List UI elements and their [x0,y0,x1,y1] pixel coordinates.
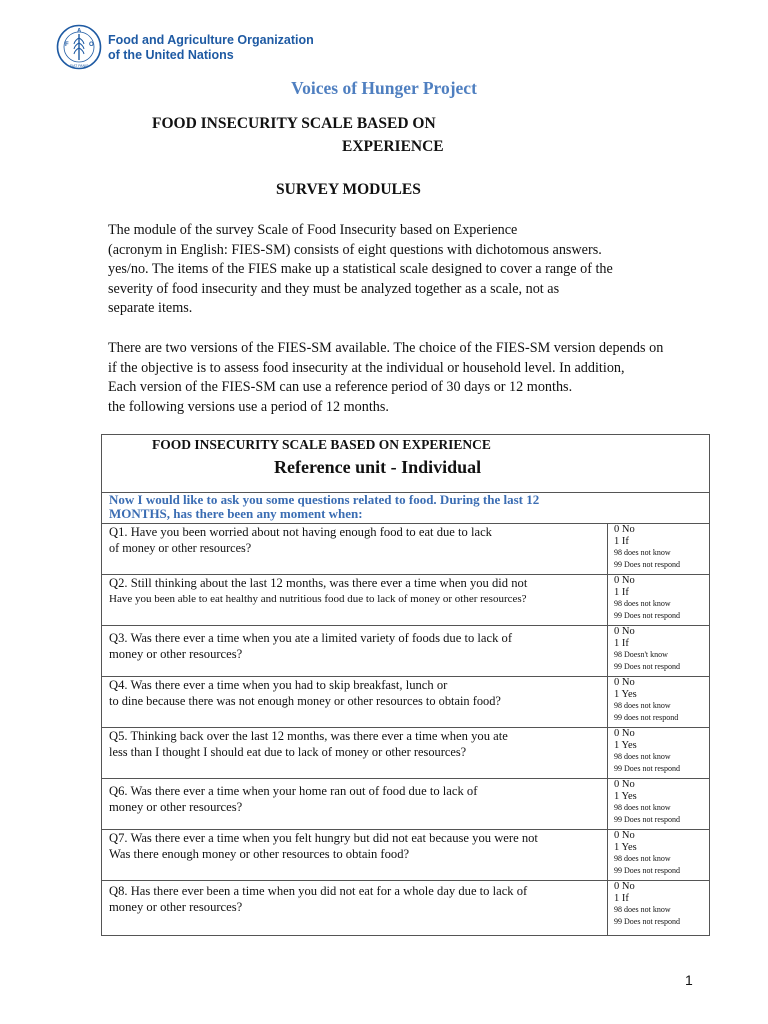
answer-option[interactable]: 99 Does not respond [614,815,680,824]
intro-line: MONTHS, has there been any moment when: [109,506,363,521]
question-text-continued: of money or other resources? [109,541,252,555]
question-text: Q2. Still thinking about the last 12 months, was there ever a time when you did not [109,576,528,590]
answer-option[interactable]: 98 Doesn't know [614,650,668,659]
question-text: Q7. Was there ever a time when you felt hungry but did not eat because you were not [109,831,538,845]
document-title-line2: EXPERIENCE [342,138,444,155]
svg-text:O: O [89,42,94,48]
question-text: Q6. Was there ever a time when your home ran out of food due to lack of [109,784,478,798]
question-cell [102,677,608,728]
answer-option[interactable]: 0 No [614,728,635,739]
question-text: Q3. Was there ever a time when you ate a limited variety of foods due to lack of [109,631,513,645]
paragraph-versions [108,339,663,417]
question-text-continued: to dine because there was not enough money or other resources to obtain food? [109,694,501,708]
answer-option[interactable]: 0 No [614,677,635,688]
question-cell [102,830,608,881]
answer-options [608,626,710,677]
document-title-line1: FOOD INSECURITY SCALE BASED ON [152,115,436,132]
answer-option[interactable]: 1 Yes [614,739,637,751]
question-row-q3 [102,626,710,677]
answer-option[interactable]: 0 No [614,779,635,790]
question-row-q7 [102,830,710,881]
answer-option[interactable]: 98 does not know [614,548,671,557]
answer-options [608,881,710,936]
organization-name [108,33,314,63]
question-cell [102,881,608,936]
answer-option[interactable]: 99 Does not respond [614,662,680,671]
answer-option[interactable]: 0 No [614,626,635,637]
question-row-q2 [102,575,710,626]
answer-option[interactable]: 99 Does not respond [614,866,680,875]
svg-text:A: A [77,28,82,35]
question-text: Q5. Thinking back over the last 12 months, was there ever a time when you ate [109,729,508,743]
question-row-q4 [102,677,710,728]
answer-option[interactable]: 98 does not know [614,701,671,710]
answer-option[interactable]: 98 does not know [614,905,671,914]
project-title: Voices of Hunger Project [291,78,477,98]
answer-option[interactable]: 0 No [614,830,635,841]
answer-option[interactable]: 99 Does not respond [614,764,680,773]
logo-letter: F [65,42,69,48]
answer-option[interactable]: 99 Does not respond [614,560,680,569]
question-cell [102,575,608,626]
answer-option[interactable]: 99 Does not respond [614,917,680,926]
answer-option[interactable]: 1 If [614,637,629,649]
paragraph-line: (acronym in English: FIES-SM) consists of eight questions with dichotomous answers. [108,241,602,258]
answer-option[interactable]: 1 Yes [614,688,637,700]
answer-options [608,575,710,626]
question-cell [102,728,608,779]
answer-option[interactable]: 1 If [614,892,629,904]
answer-options [608,677,710,728]
paragraph-line: separate items. [108,300,193,316]
table-title: FOOD INSECURITY SCALE BASED ON EXPERIENCE [152,437,491,452]
page-number: 1 [685,972,693,988]
paragraph-intro [108,221,613,319]
question-text-continued: money or other resources? [109,647,243,661]
question-cell [102,779,608,830]
question-text-continued: Have you been able to eat healthy and nutritious food due to lack of money or other resources? [109,593,527,605]
answer-option[interactable]: 0 No [614,575,635,586]
intro-line: Now I would like to ask you some questions related to food. During the last 12 [109,492,540,507]
paragraph-line: Each version of the FIES-SM can use a reference period of 30 days or 12 months. [108,379,573,395]
question-text-continued: less than I thought I should eat due to lack of money or other resources? [109,745,467,759]
question-row-q1 [102,524,710,575]
answer-option[interactable]: 0 No [614,524,635,535]
org-line2: of the United Nations [108,48,234,62]
question-row-q6 [102,779,710,830]
question-row-q8 [102,881,710,936]
question-row-q5 [102,728,710,779]
svg-text:FIAT PANIS: FIAT PANIS [70,64,89,68]
answer-option[interactable]: 99 does not respond [614,713,679,722]
question-cell [102,626,608,677]
paragraph-line: The module of the survey Scale of Food Insecurity based on Experience [108,222,518,238]
org-line1: Food and Agriculture Organization [108,33,314,47]
answer-options [608,524,710,575]
answer-option[interactable]: 98 does not know [614,599,671,608]
answer-option[interactable]: 1 Yes [614,841,637,853]
survey-table [101,434,710,936]
reference-unit-title: Reference unit - Individual [274,457,482,477]
answer-option[interactable]: 1 If [614,586,629,598]
answer-options [608,728,710,779]
question-text-continued: money or other resources? [109,900,243,914]
question-text: Q4. Was there ever a time when you had to skip breakfast, lunch or [109,678,448,692]
table-header-cell [102,435,710,493]
question-cell [102,524,608,575]
answer-option[interactable]: 98 does not know [614,854,671,863]
table-intro-row [102,493,710,524]
paragraph-line: severity of food insecurity and they must be analyzed together as a scale, not as [108,280,560,297]
question-text-continued: Was there enough money or other resources to obtain food? [109,847,410,861]
paragraph-line: yes/no. The items of the FIES make up a statistical scale designed to cover a range of the [108,261,613,277]
answer-option[interactable]: 0 No [614,881,635,892]
paragraph-line: if the objective is to assess food insecurity at the individual or household level. In addition, [108,359,625,376]
table-header-row [102,435,710,493]
question-text-continued: money or other resources? [109,800,243,814]
question-text: Q8. Has there ever been a time when you did not eat for a whole day due to lack of [109,884,528,898]
answer-option[interactable]: 99 Does not respond [614,611,680,620]
section-title: SURVEY MODULES [276,181,421,198]
answer-option[interactable]: 98 does not know [614,752,671,761]
answer-options [608,830,710,881]
paragraph-line: the following versions use a period of 12 months. [108,398,389,415]
fao-logo [56,24,102,70]
answer-option[interactable]: 1 If [614,535,629,547]
intro-cell [102,493,710,524]
answer-option[interactable]: 98 does not know [614,803,671,812]
answer-option[interactable]: 1 Yes [614,790,637,802]
paragraph-line: There are two versions of the FIES-SM available. The choice of the FIES-SM version depends on [108,340,664,356]
question-text: Q1. Have you been worried about not having enough food to eat due to lack [109,525,492,539]
answer-options [608,779,710,830]
